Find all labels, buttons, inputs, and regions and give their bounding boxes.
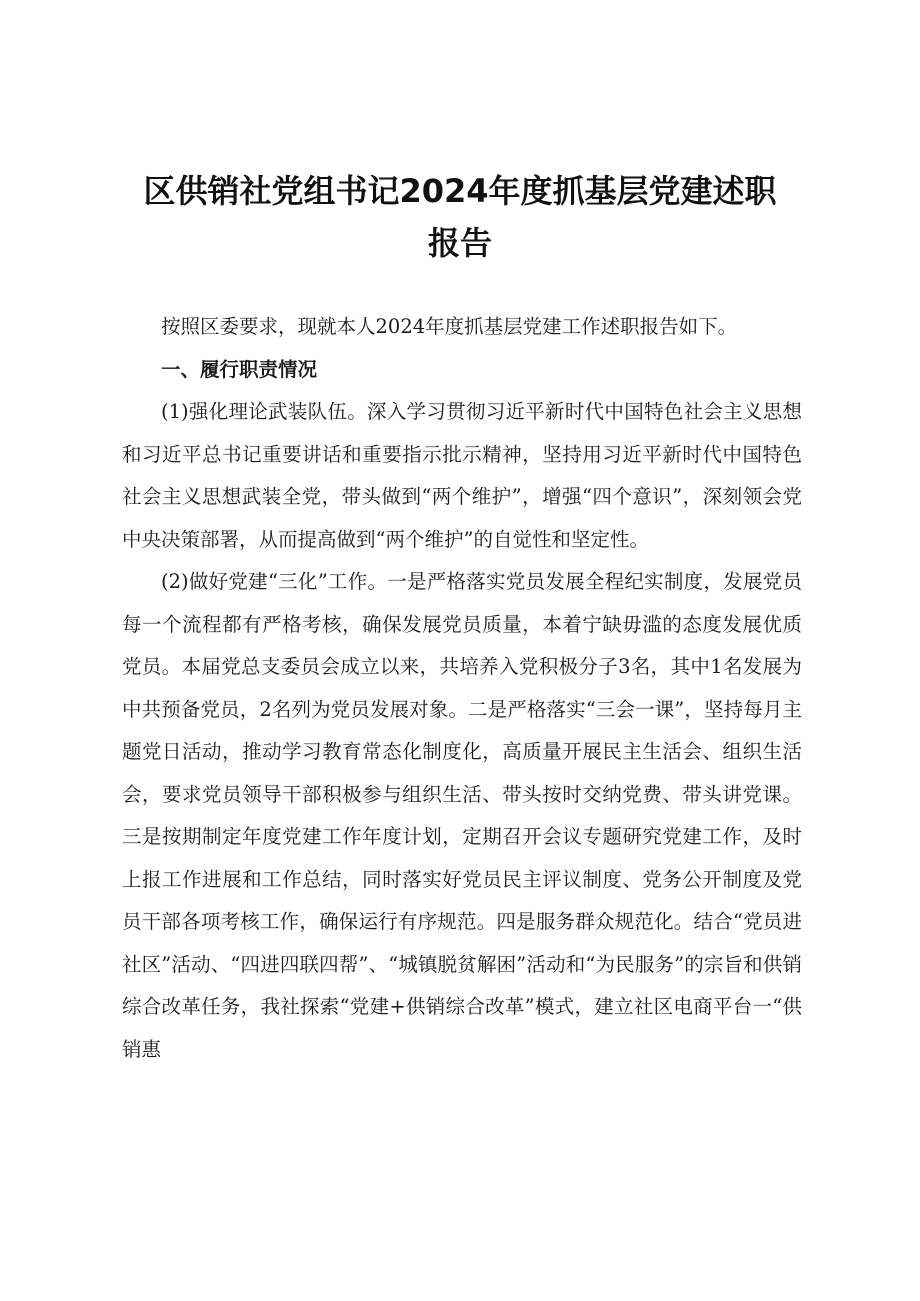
document-body xyxy=(122,306,802,1071)
paragraph-1: (1)强化理论武装队伍。深入学习贯彻习近平新时代中国特色社会主义思想和习近平总书记重要讲话和重要指示批示精神，坚持用习近平新时代中国特色社会主义思想武装全党，带头做到“两个维护”，增强“四个意识”，深刻领会党中央决策部署，从而提高做到“两个维护”的自觉性和坚定性。 xyxy=(122,400,802,551)
intro-paragraph: 按照区委要求，现就本人2024年度抓基层党建工作述职报告如下。 xyxy=(161,315,738,338)
title-line-1: 区供销社党组书记2024年度抓基层党建述职 xyxy=(143,172,777,210)
section-heading: 一、履行职责情况 xyxy=(161,357,318,381)
paragraph-2: (2)做好党建“三化”工作。一是严格落实党员发展全程纪实制度，发展党员每一个流程都有严格考核，确保发展党员质量，本着宁缺毋滥的态度发展优质党员。本届党总支委员会成立以来，共培养入党积极分子3名，其中1名发展为中共预备党员，2名列为党员发展对象。二是严格落实“三会一课”，坚持每月主题党日活动，推动学习教育常态化制度化，高质量开展民主生活会、组织生活会，要求党员领导干部积极参与组织生活、带头按时交纳党费、带头讲党课。三是按期制定年度党建工作年度计划，定期召开会议专题研究党建工作，及时上报工作进展和工作总结，同时落实好党员民主评议制度、党务公开制度及党员干部各项考核工作，确保运行有序规范。四是服务群众规范化。结合“党员进社区”活动、“四进四联四帮”、“城镇脱贫解困”活动和“为民服务”的宗旨和供销综合改革任务，我社探索“党建+供销综合改革”模式，建立社区电商平台一“供销惠 xyxy=(122,570,802,1061)
title-line-2: 报告 xyxy=(427,224,492,262)
document-title xyxy=(120,165,800,269)
